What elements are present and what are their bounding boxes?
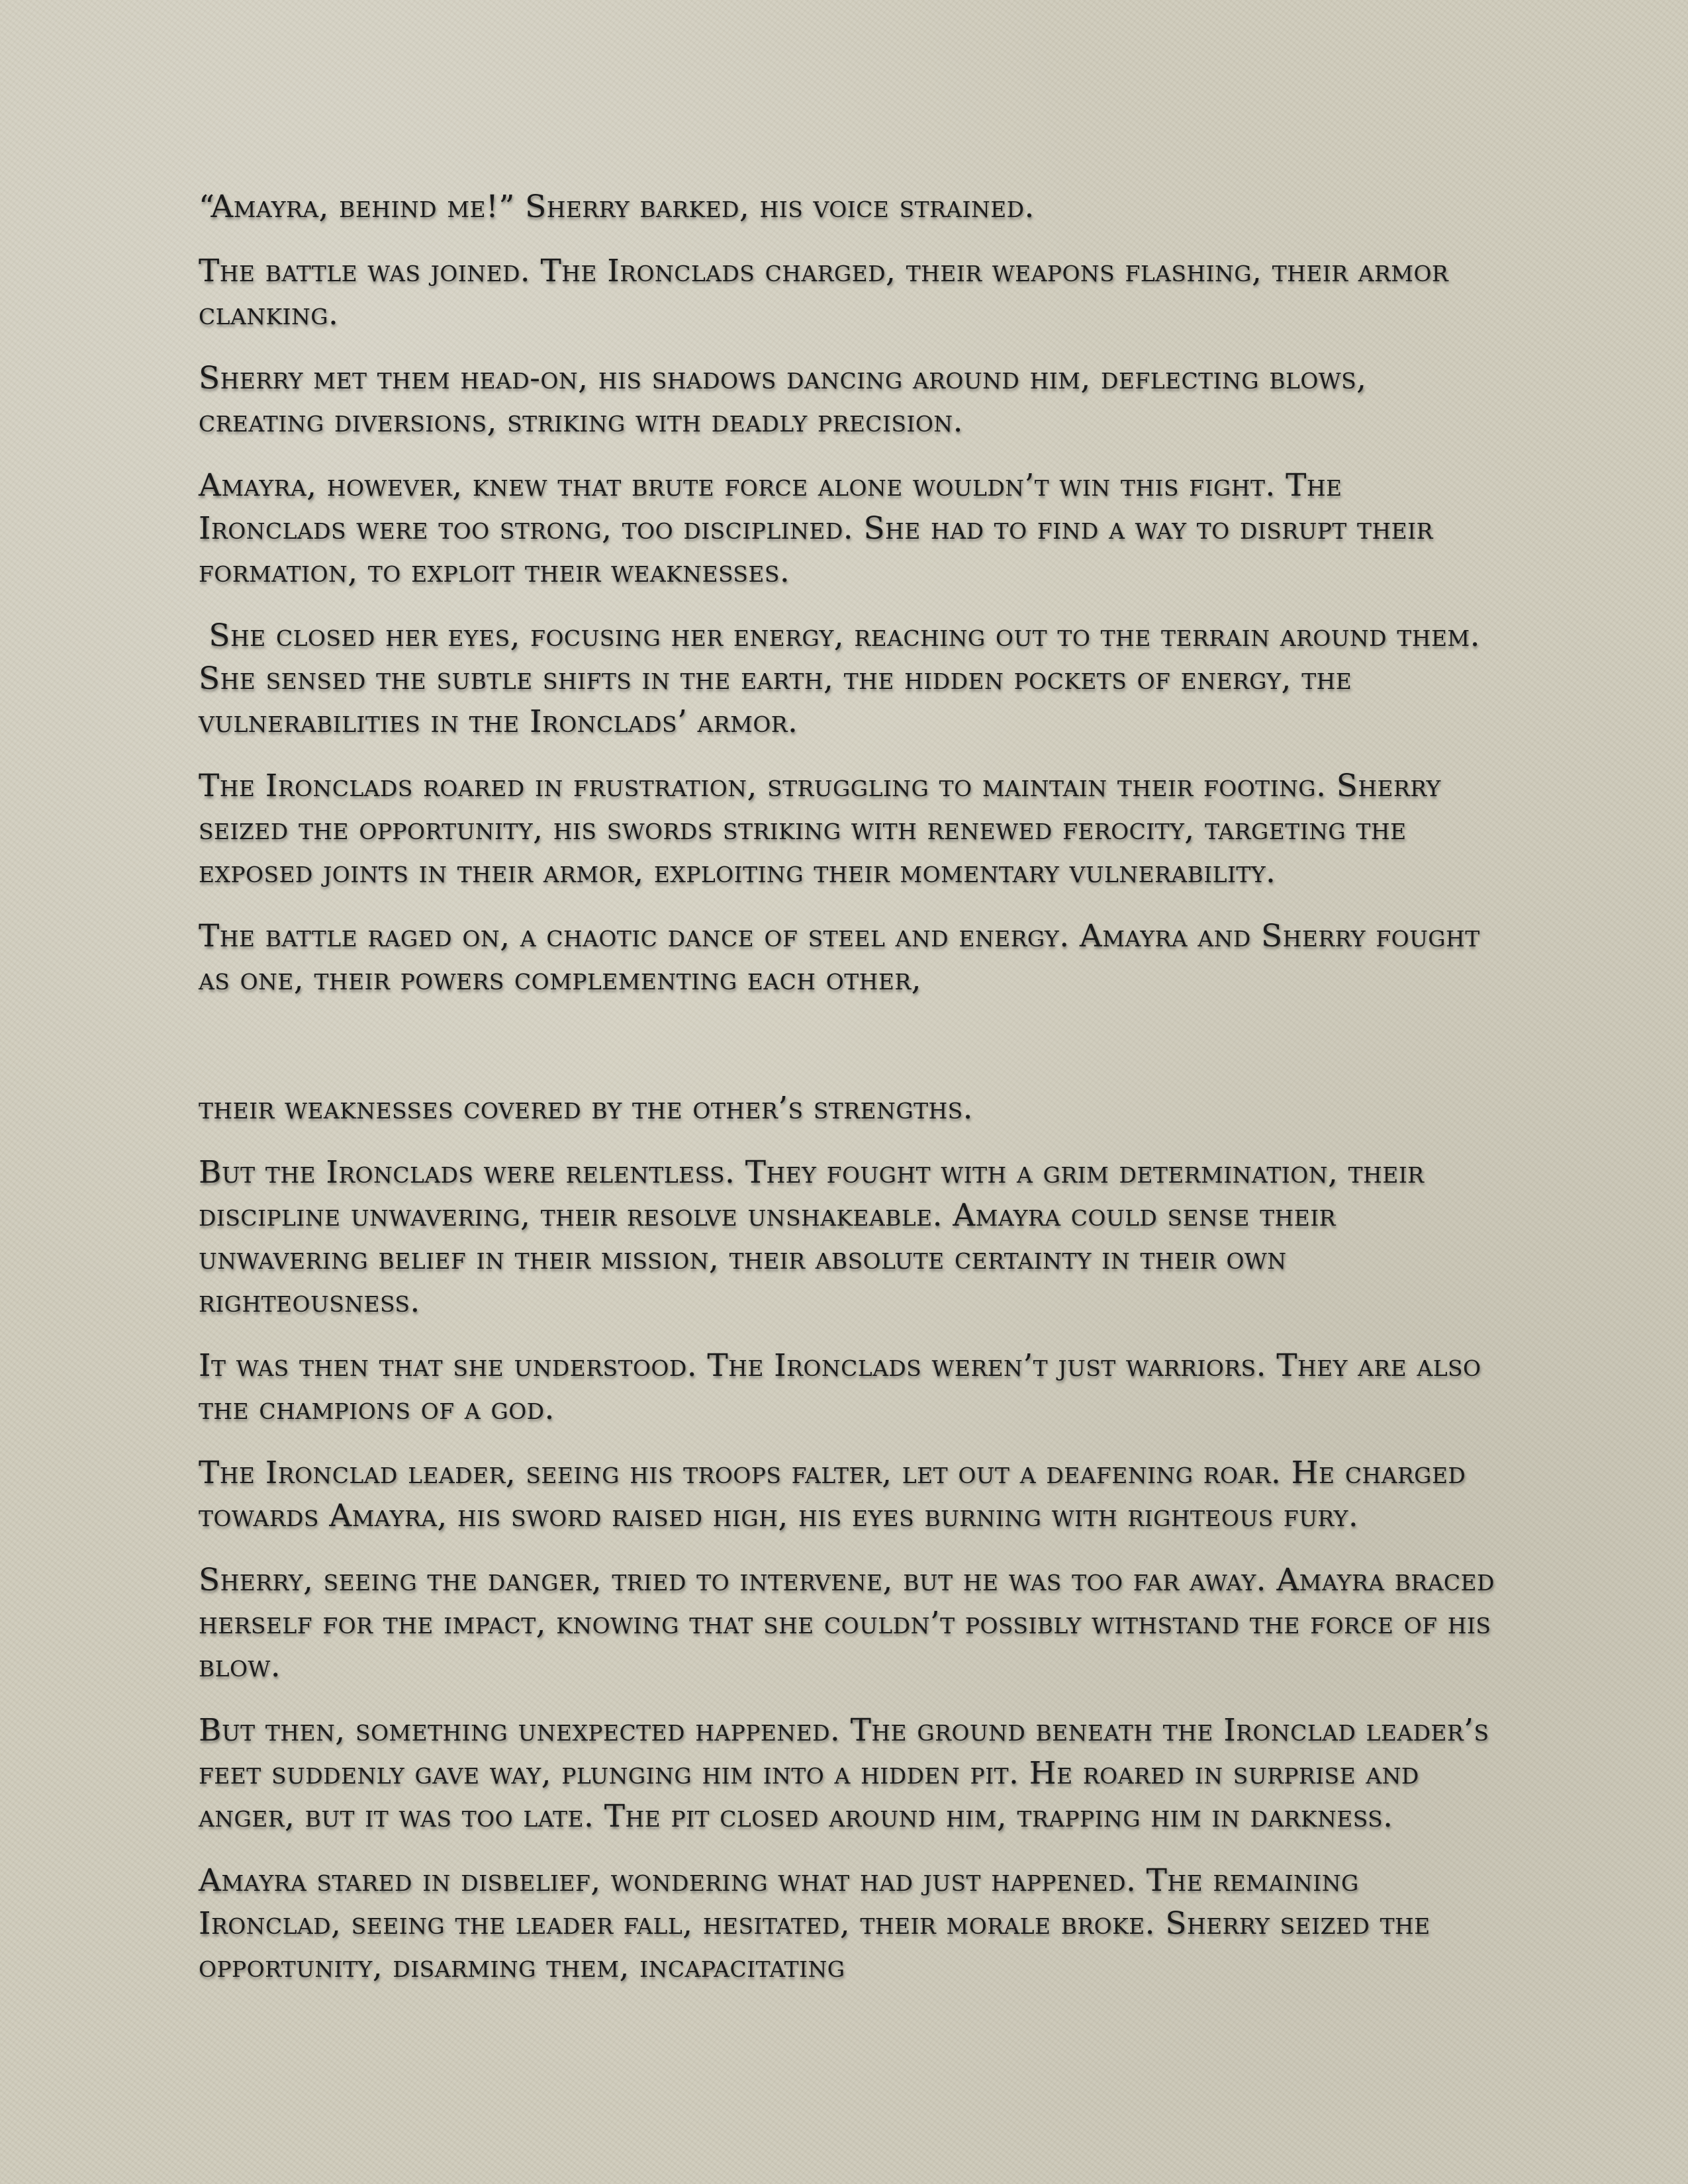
- paragraph-11: The Ironclad leader, seeing his troops falter, let out a deafening roar. He charged towards Amayra, his sword raised high, his eyes burning with righteous fury.: [199, 1455, 1476, 1534]
- paragraph-12: Sherry, seeing the danger, tried to intervene, but he was too far away. Amayra braced herself for the impact, knowing that she couldn’t possibly withstand the force of his blow.: [199, 1562, 1505, 1684]
- paragraph-14: Amayra stared in disbelief, wondering what had just happened. The remaining Ironclad, seeing the leader fall, hesitated, their morale broke. Sherry seized the opportunity, disarming them, incapacitating: [199, 1862, 1441, 1985]
- paragraph-8: their weaknesses covered by the other’s strengths.: [199, 1090, 974, 1126]
- paragraph-3: Sherry met them head-on, his shadows dancing around him, deflecting blows, creating diversions, striking with deadly precision.: [199, 360, 1377, 439]
- paragraph-5: She closed her eyes, focusing her energy, reaching out to the terrain around them. She sensed the subtle shifts in the earth, the hidden pockets of energy, the vulnerabilities in the Ironclads’ armor.: [199, 617, 1491, 740]
- paragraph-1: “Amayra, behind me!” Sherry barked, his voice strained.: [199, 189, 1035, 225]
- paragraph-10: It was then that she understood. The Ironclads weren’t just warriors. They are also the champions of a god.: [199, 1347, 1491, 1427]
- text-column: [199, 185, 1505, 2009]
- paragraph-2: The battle was joined. The Ironclads charged, their weapons flashing, their armor clanking.: [199, 253, 1459, 332]
- paragraph-7: The battle raged on, a chaotic dance of steel and energy. Amayra and Sherry fought as one, their powers complementing each other,: [199, 918, 1490, 997]
- paragraph-9: But the Ironclads were relentless. They fought with a grim determination, their discipline unwavering, their resolve unshakeable. Amayra could sense their unwavering belief in their mission, their absolute certainty in their own righteousness.: [199, 1154, 1434, 1320]
- paragraph-6: The Ironclads roared in frustration, struggling to maintain their footing. Sherry seized the opportunity, his swords striking with renewed ferocity, targeting the exposed joints in their armor, exploiting their momentary vulnerability.: [199, 768, 1452, 890]
- paragraph-13: But then, something unexpected happened. The ground beneath the Ironclad leader’s feet suddenly gave way, plunging him into a hidden pit. He roared in surprise and anger, but it was too late. The pit closed around him, trapping him in darkness.: [199, 1712, 1499, 1835]
- paragraph-4: Amayra, however, knew that brute force alone wouldn’t win this fight. The Ironclads were too strong, too disciplined. She had to find a way to disrupt their formation, to exploit their weaknesses.: [199, 467, 1444, 590]
